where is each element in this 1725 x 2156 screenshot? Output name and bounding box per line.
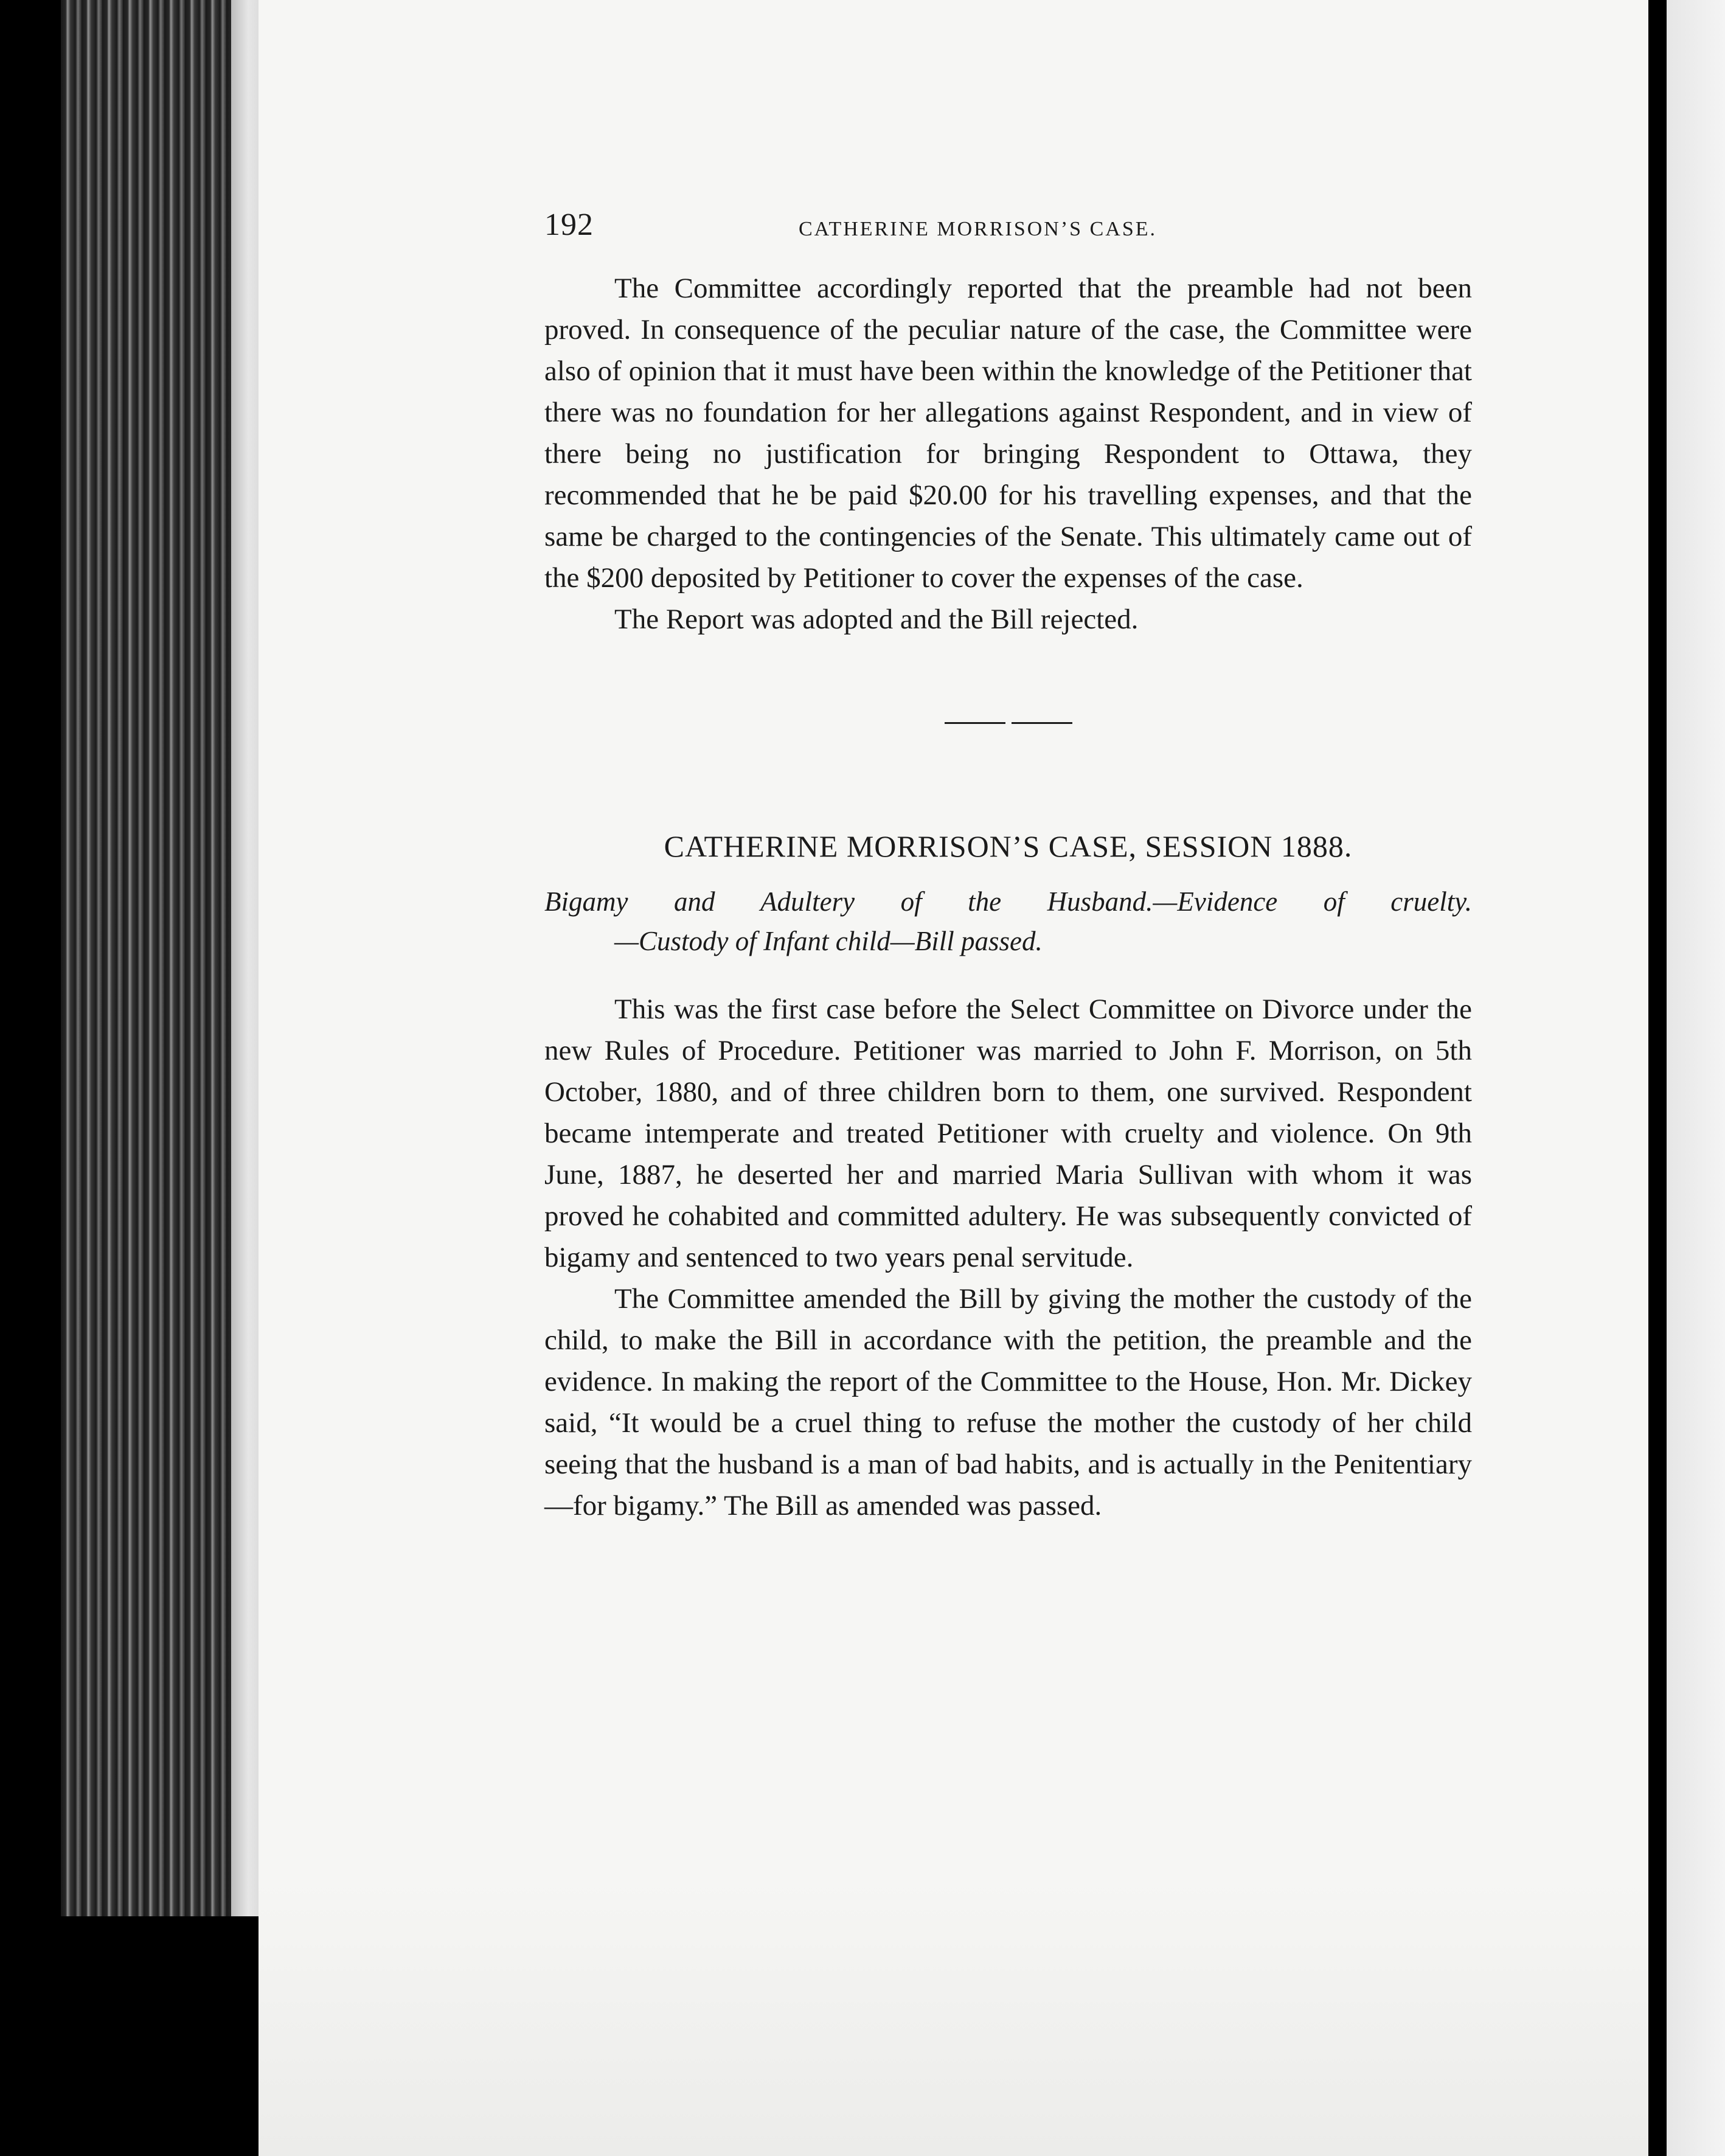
running-title: CATHERINE MORRISON’S CASE. xyxy=(799,218,1157,240)
case-body xyxy=(544,989,1472,1526)
paragraph: This was the first case before the Select Committee on Divorce under the new Rules of Procedure. Petitioner was married to John F. Morrison, on 5th October, 1880, and of three children born to them, one survived. Respondent became intemperate and treated Petitioner with cruelty and violence. On 9th June, 1887, he deserted her and married Maria Sullivan with whom it was proved he cohabited and committed adultery. He was subsequently convicted of bigamy and sentenced to two years penal servitude. xyxy=(544,993,1472,1273)
page-number: 192 xyxy=(544,207,594,242)
case-heading: CATHERINE MORRISON’S CASE, SESSION 1888. xyxy=(664,829,1353,863)
book-gutter xyxy=(1648,0,1667,2156)
paragraph: The Committee accordingly reported that the preamble had not been proved. In consequence of the peculiar nature of the case, the Committee were also of opinion that it must have been within the knowledge of the Petitioner that there was no foundation for her allegations against Respondent, and in view of there being no justification for bringing Respondent to Ottawa, they recommended that he be paid $20.00 for his travelling expenses, and that the same be charged to the contingencies of the Senate. This ultimately came out of the $200 deposited by Petitioner to cover the expenses of the case. xyxy=(544,273,1472,594)
case-summary xyxy=(544,882,1472,961)
running-head xyxy=(544,201,1472,256)
page-content xyxy=(544,201,1472,1526)
paragraph: The Report was adopted and the Bill rejected. xyxy=(614,603,1139,635)
facing-page-edge xyxy=(1667,0,1725,2156)
paragraph: The Committee amended the Bill by giving the mother the custody of the child, to make the Bill in accordance with the petition, the preamble and the evidence. In making the report of the Committee to the House, Hon. Mr. Dickey said, “It would be a cruel thing to refuse the mother the custody of her child seeing that the husband is a man of bad habits, and is actually in the Penitentiary—for bigamy.” The Bill as amended was passed. xyxy=(544,1283,1472,1521)
case-summary-line: Bigamy and Adultery of the Husband.—Evidence of cruelty. xyxy=(544,886,1472,917)
case-summary-line: —Custody of Infant child—Bill passed. xyxy=(614,926,1043,956)
previous-case-conclusion xyxy=(544,268,1472,640)
section-separator xyxy=(945,722,1072,726)
page-shading xyxy=(259,1874,1648,2156)
